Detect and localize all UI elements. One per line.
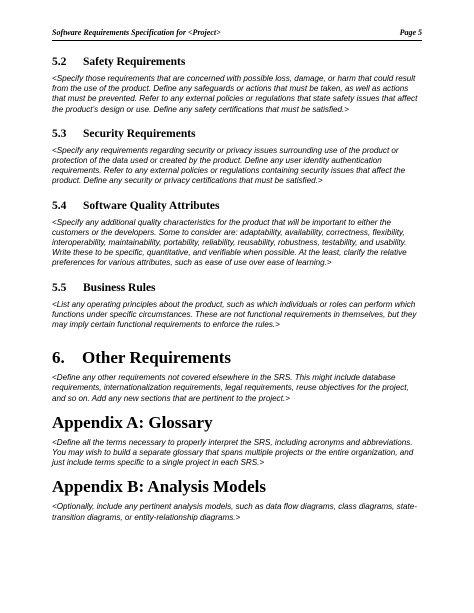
section-title: Security Requirements — [83, 127, 196, 140]
section-number: 5.4 — [52, 199, 67, 212]
appendix-heading: Appendix B: Analysis Models — [52, 477, 266, 497]
chapter-heading — [52, 348, 422, 368]
section-number: 5.5 — [52, 281, 67, 294]
page-number: Page 5 — [399, 28, 422, 37]
chapter-title: Other Requirements — [82, 348, 232, 368]
header-title: Software Requirements Specification for <Project> — [52, 28, 221, 37]
appendix-body: <Define all the terms necessary to properly interpret the SRS, including acronyms and abbreviations. You may wish to build a separate glossary that spans multiple projects or the entire organization, and just include terms specific to a single project in each SRS.> — [52, 437, 414, 468]
section-body: <Specify any additional quality characteristics for the product that will be important to either the customers or the developers. Some to consider are: adaptability, availability, correctness, flexibility, interoperability, maintainability, portability, reliability, reusability, robustness, testability, and usability. Write these to be specific, quantitative, and verifiable when possible. At the least, clarify the relative preferences for various attributes, such as ease of use over ease of learning.> — [52, 217, 407, 268]
appendix-heading: Appendix A: Glossary — [52, 412, 213, 432]
section-business-rules — [52, 282, 422, 331]
section-body: <Specify those requirements that are concerned with possible loss, damage, or harm that could result from the use of the product. Define any safeguards or actions that must be taken, as well as actions that must be prevented. Refer to any external policies or regulations that state safety issues that affect the product’s design or use. Define any safety certifications that must be satisfied.> — [52, 74, 418, 114]
section-number: 5.3 — [52, 127, 67, 140]
section-body: <List any operating principles about the product, such as which individuals or roles can perform which functions under specific circumstances. These are not functional requirements in themselves, but they may imply certain functional requirements to enforce the rules.> — [52, 299, 417, 330]
section-body: <Specify any requirements regarding security or privacy issues surrounding use of the product or protection of the data used or created by the product. Define any user identity authentication requirements. Refer to any external policies or regulations containing security issues that affect the product. Define any security or privacy certifications that must be satisfied.> — [52, 145, 406, 186]
section-heading — [52, 200, 422, 212]
section-software-quality-attributes — [52, 200, 422, 269]
running-header — [52, 28, 422, 37]
appendix-analysis-models — [52, 477, 422, 522]
section-heading — [52, 128, 422, 140]
appendix-glossary — [52, 413, 422, 469]
header-rule — [52, 40, 422, 41]
section-title: Software Quality Attributes — [83, 199, 220, 212]
section-safety-requirements — [52, 56, 422, 115]
section-title: Safety Requirements — [83, 56, 186, 68]
section-heading — [52, 56, 422, 68]
page-content — [52, 56, 422, 523]
section-heading — [52, 282, 422, 294]
section-other-requirements — [52, 348, 422, 404]
section-security-requirements — [52, 128, 422, 187]
section-title: Business Rules — [83, 281, 156, 294]
section-number: 5.2 — [52, 56, 67, 68]
chapter-body: <Define any other requirements not covered elsewhere in the SRS. This might include database requirements, internationalization requirements, legal requirements, reuse objectives for the project, and so on. Add any new sections that are pertinent to the project.> — [52, 373, 409, 403]
chapter-number: 6. — [52, 348, 65, 368]
appendix-body: <Optionally, include any pertinent analysis models, such as data flow diagrams, class diagrams, state-transition diagrams, or entity-relationship diagrams.> — [52, 502, 417, 522]
